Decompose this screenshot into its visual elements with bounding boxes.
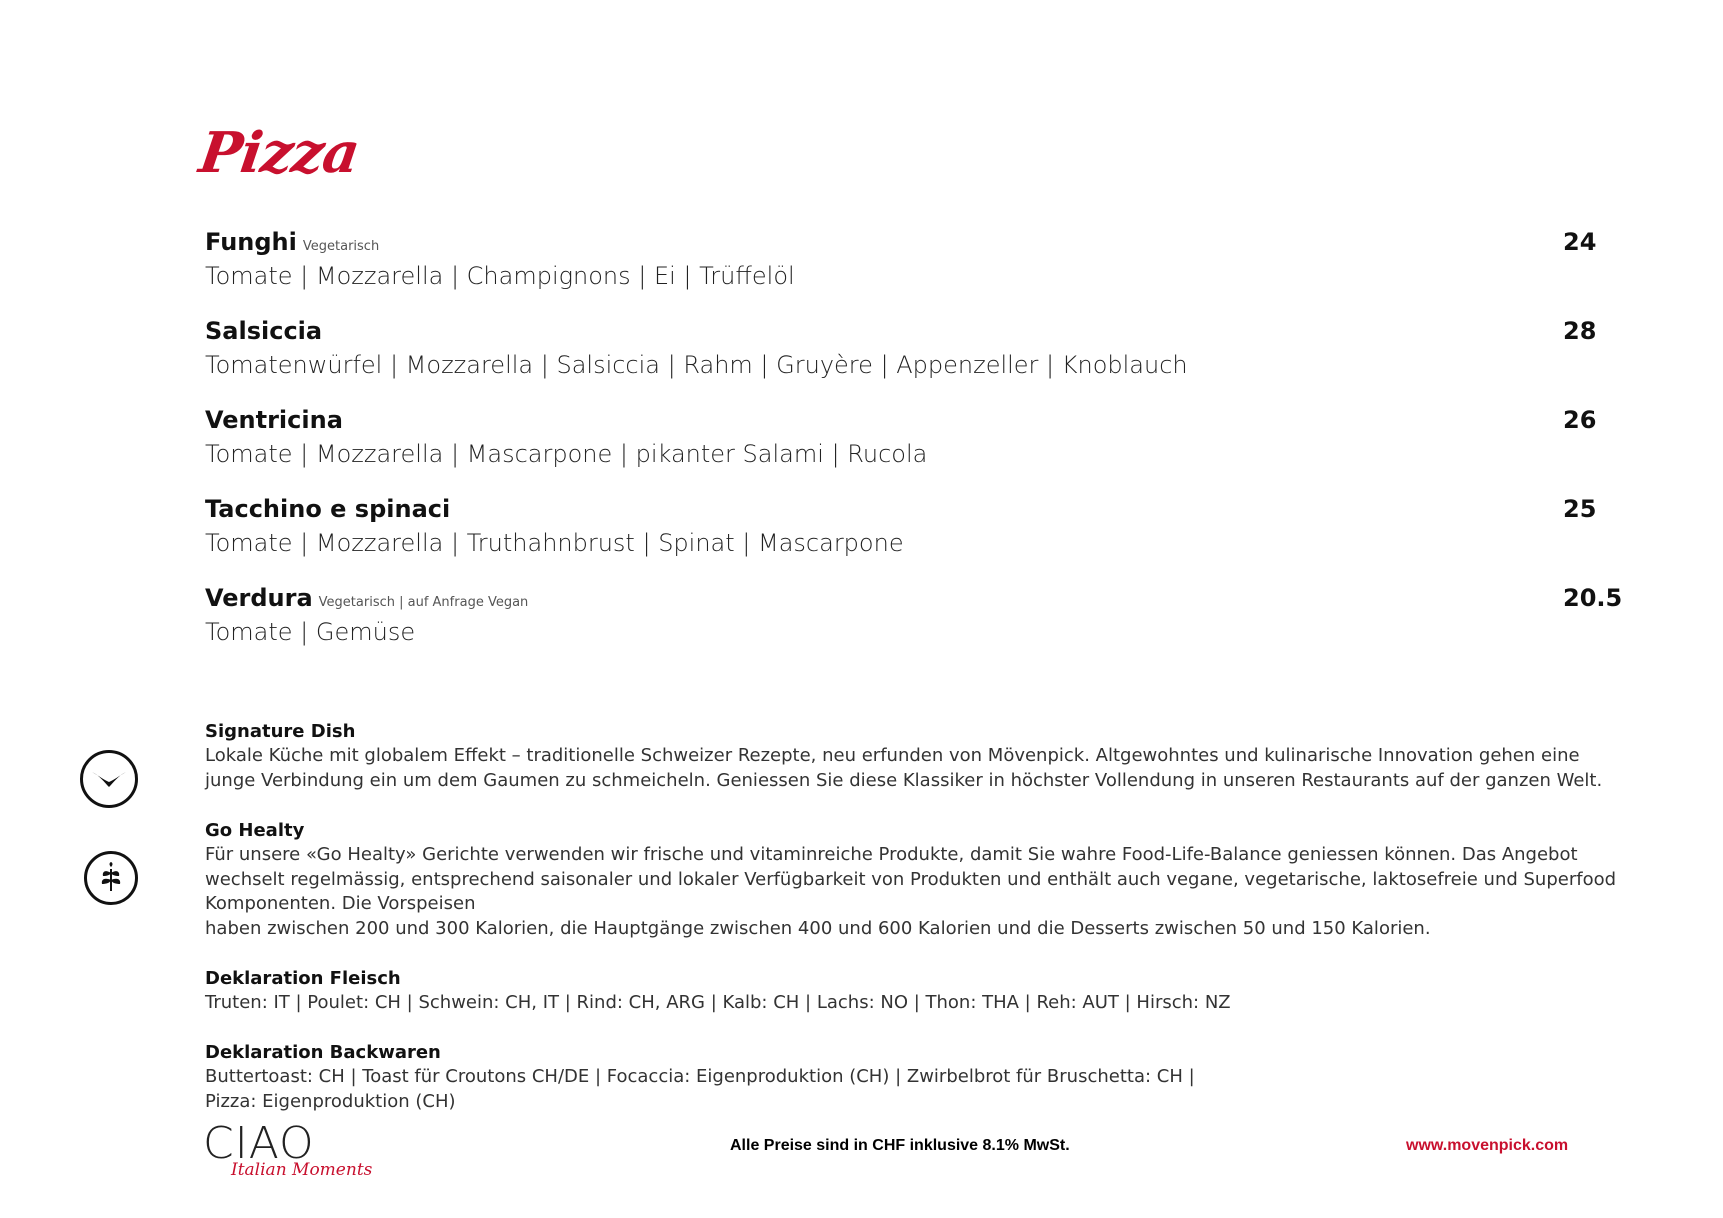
go-healthy-section [205, 819, 1625, 941]
section-title: Deklaration Fleisch [205, 968, 401, 989]
page-title: Pizza [195, 120, 363, 186]
section-text: Für unsere «Go Healty» Gerichte verwenden wir frische und vitaminreiche Produkte, damit Sie wahre Food-Life-Balance geniessen können. Das Angebot wechselt regelmässig, entsprechend saisonaler und lokaler Verfügbarkeit von Produkten und enthält auch vegane, vegetarische, laktosefreie und Superfood Komponenten. Die Vorspeisen [205, 844, 1617, 914]
menu-item-ventricina [205, 406, 1605, 470]
ciao-logo [203, 1118, 373, 1190]
bakery-declaration-section [205, 1041, 1625, 1114]
item-name: Salsiccia [205, 317, 323, 345]
logo-main-text: CIAO [203, 1118, 315, 1169]
menu-item-tacchino-e-spinaci [205, 495, 1605, 559]
item-price: 26 [1563, 406, 1597, 434]
item-price: 20.5 [1563, 584, 1623, 612]
item-name: Verdura [205, 584, 313, 612]
menu-item-funghi [205, 228, 1605, 292]
signature-dish-section [205, 720, 1625, 793]
item-description: Tomate | Mozzarella | Champignons | Ei | Trüffelöl [205, 262, 795, 290]
section-title: Go Healty [205, 820, 305, 841]
item-name: Funghi [205, 228, 297, 256]
section-text: haben zwischen 200 und 300 Kalorien, die Hauptgänge zwischen 400 und 600 Kalorien und die Desserts zwischen 50 und 150 Kalorien. [205, 917, 1431, 939]
website-link[interactable]: www.movenpick.com [1406, 1137, 1569, 1154]
section-text: Truten: IT | Poulet: CH | Schwein: CH, IT | Rind: CH, ARG | Kalb: CH | Lachs: NO | Thon: THA | Reh: AUT | Hirsch: NZ [205, 992, 1231, 1013]
logo-sub-text: Italian Moments [231, 1160, 373, 1180]
menu-item-salsiccia [205, 317, 1605, 381]
section-text: Pizza: Eigenproduktion (CH) [205, 1090, 456, 1112]
item-name: Tacchino e spinaci [205, 495, 451, 523]
section-title: Deklaration Backwaren [205, 1042, 441, 1063]
item-name: Ventricina [205, 406, 343, 434]
item-description: Tomatenwürfel | Mozzarella | Salsiccia | Rahm | Gruyère | Appenzeller | Knoblauch [205, 351, 1188, 379]
signature-dish-icon [80, 750, 138, 808]
menu-item-verdura [205, 584, 1623, 648]
item-description: Tomate | Mozzarella | Truthahnbrust | Spinat | Mascarpone [205, 529, 904, 557]
item-description: Tomate | Gemüse [205, 618, 416, 646]
vat-note: Alle Preise sind in CHF inklusive 8.1% MwSt. [730, 1137, 1070, 1154]
section-title: Signature Dish [205, 721, 356, 742]
go-healthy-leaf-icon [84, 851, 138, 905]
item-description: Tomate | Mozzarella | Mascarpone | pikanter Salami | Rucola [205, 440, 928, 468]
section-text: Lokale Küche mit globalem Effekt – traditionelle Schweizer Rezepte, neu erfunden von Mövenpick. Altgewohntes und kulinarische Innovation gehen eine junge Verbindung ein um dem Gaumen zu schmeicheln. Geniessen Sie diese Klassiker in höchster Vollendung in unseren Restaurants auf der ganzen Welt. [205, 745, 1603, 791]
item-note: Vegetarisch | auf Anfrage Vegan [318, 595, 529, 610]
item-price: 24 [1563, 228, 1597, 256]
meat-declaration-section [205, 967, 1625, 1016]
item-price: 28 [1563, 317, 1597, 345]
item-note: Vegetarisch [302, 239, 380, 254]
item-price: 25 [1563, 495, 1597, 523]
section-text: Buttertoast: CH | Toast für Croutons CH/DE | Focaccia: Eigenproduktion (CH) | Zwirbelbrot für Bruschetta: CH | [205, 1066, 1195, 1087]
